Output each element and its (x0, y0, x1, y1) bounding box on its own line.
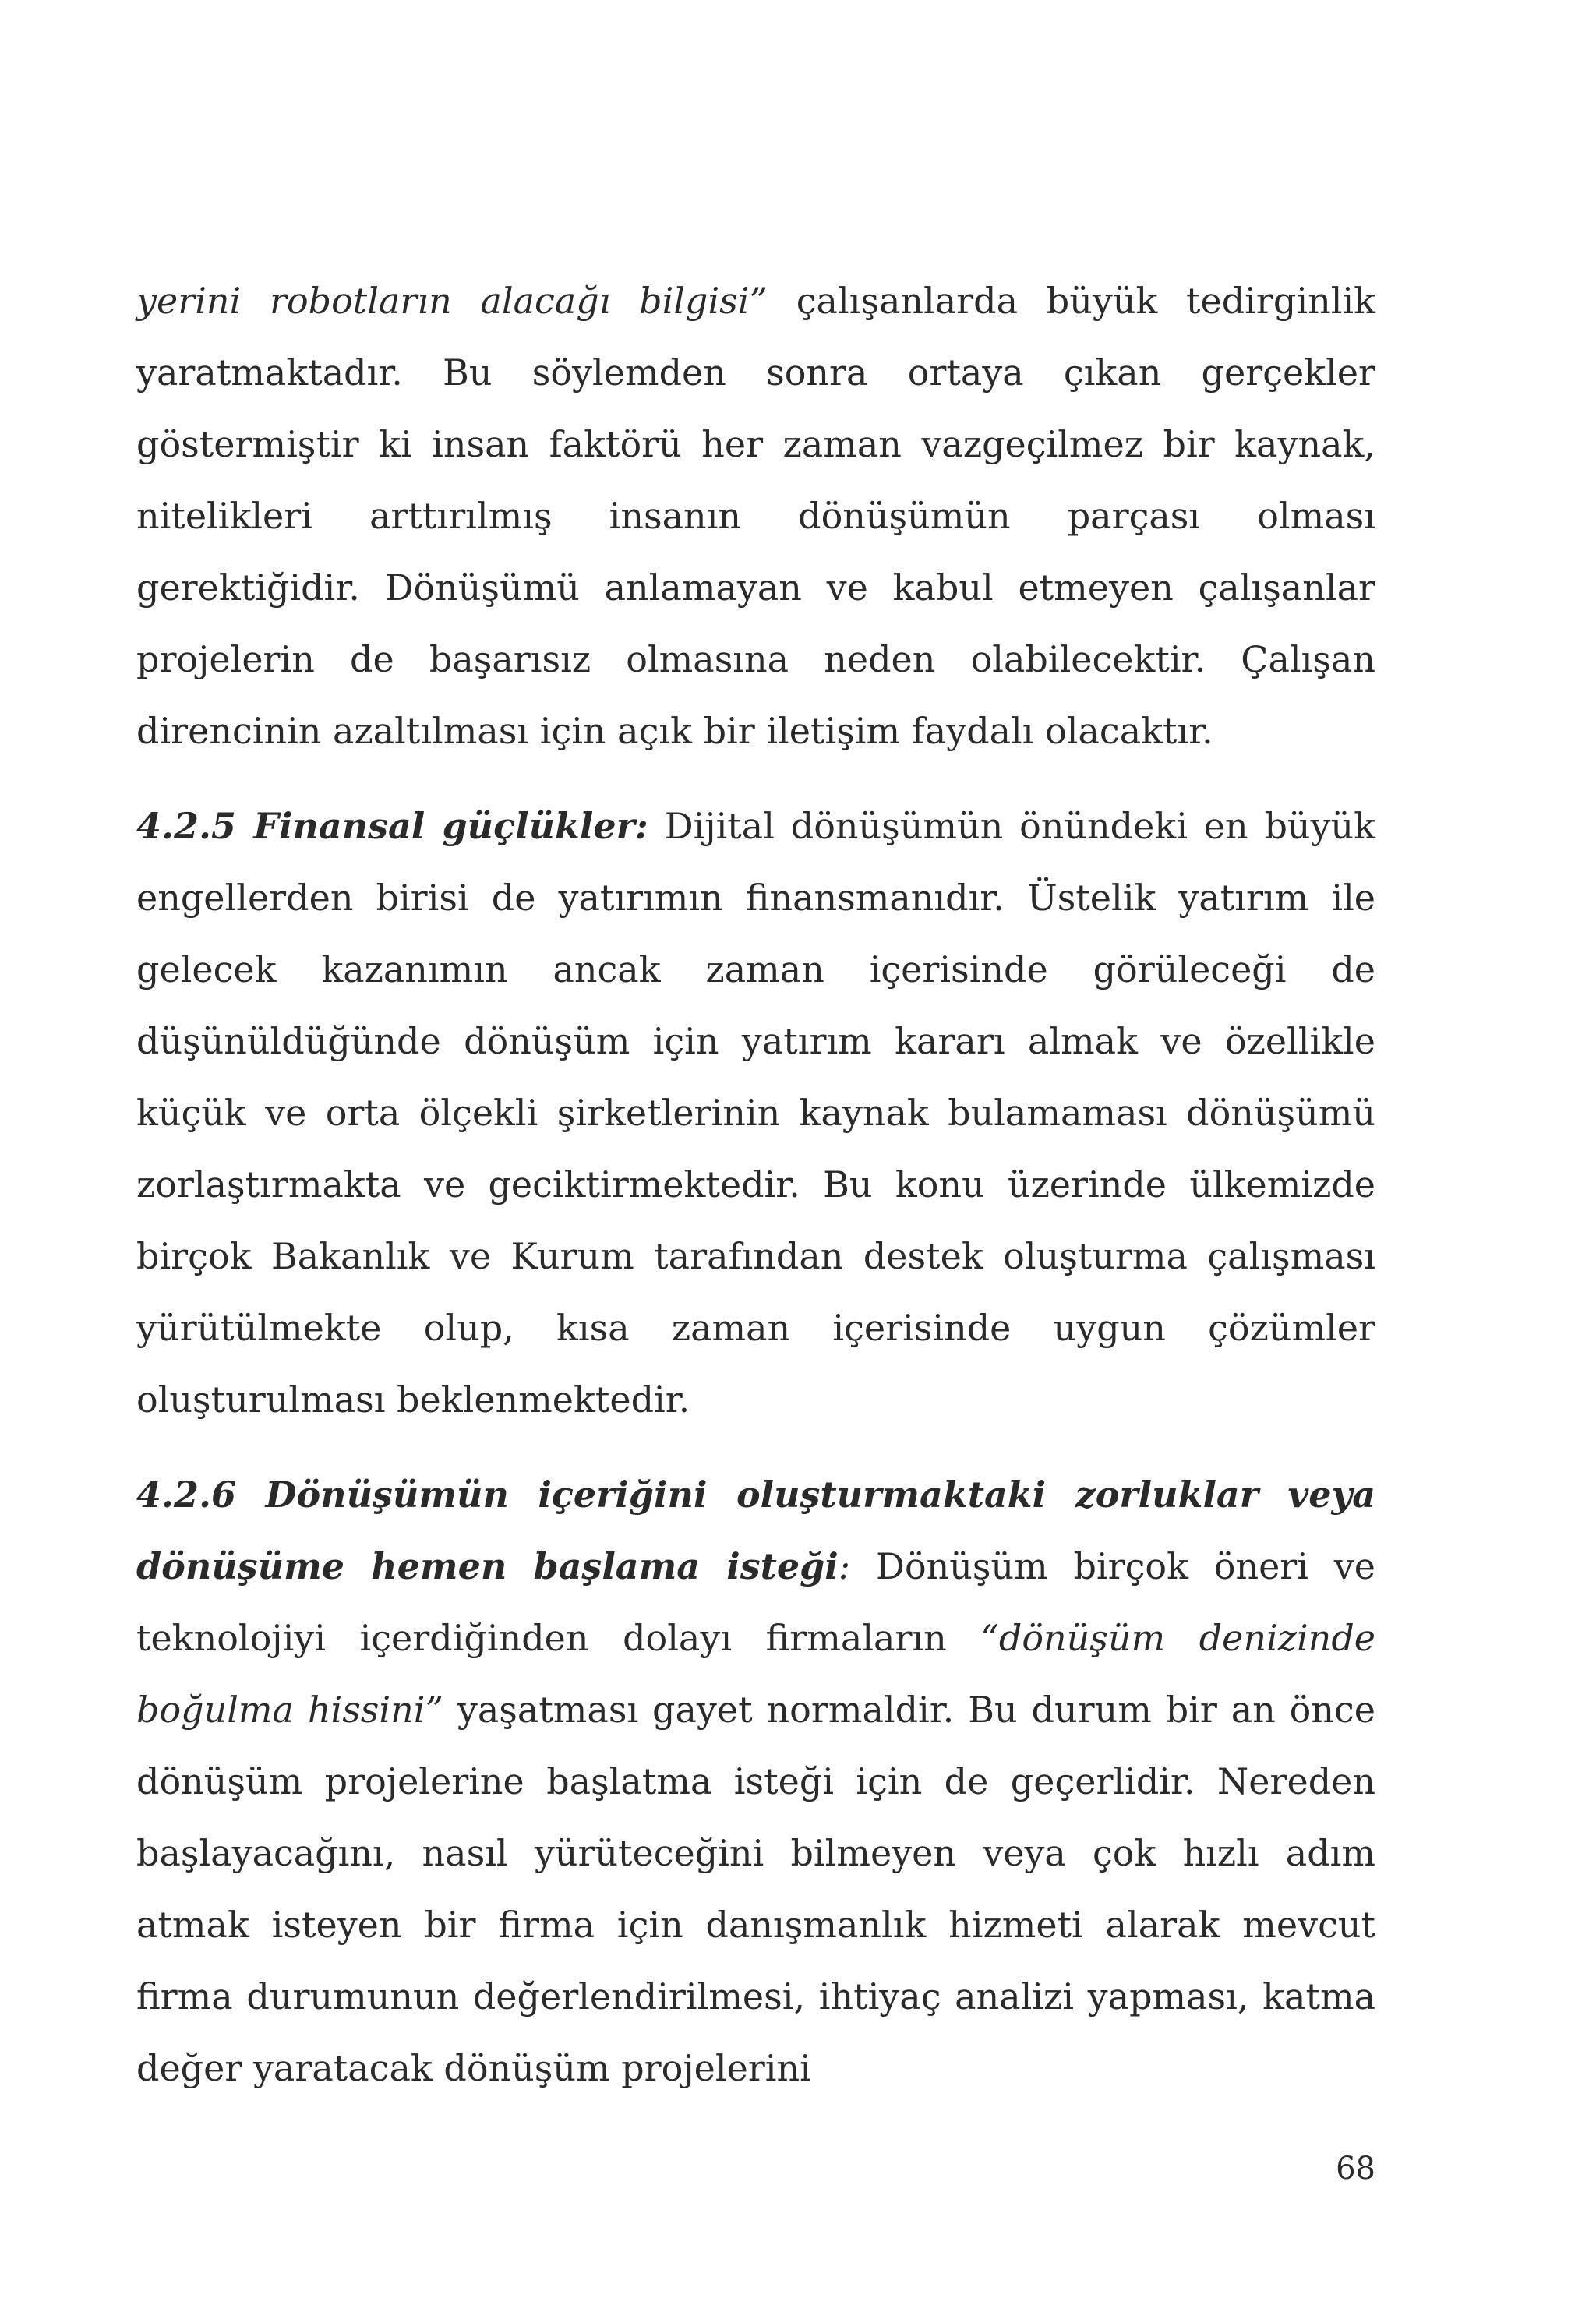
italic-quote-fragment: yerini robotların alacağı bilgisi” (136, 280, 768, 322)
paragraph-text: Dijital dönüşümün önündeki en büyük engellerden birisi de yatırımın finansmanıdır. Üstelik yatırım ile gelecek kazanımın ancak zaman içerisinde görüleceği de düşünüldüğünde dönüşüm için yatırım kararı almak ve özellikle küçük ve orta ölçekli şirketlerinin kaynak bulamaması dönüşümü zorlaştırmakta ve geciktirmektedir. Bu konu üzerinde ülkemizde birçok Bakanlık ve Kurum tarafından destek oluşturma çalışması yürütülmekte olup, kısa zaman içerisinde uygun çözümler oluşturulması beklenmektedir. (136, 805, 1376, 1421)
section-4-2-6 (136, 1459, 1375, 2104)
paragraph-text: yaşatması gayet normaldir. Bu durum bir an önce dönüşüm projelerine başlatma isteği için de geçerlidir. Nereden başlayacağını, nasıl yürüteceğini bilmeyen veya çok hızlı adım atmak isteyen bir firma için danışmanlık hizmeti alarak mevcut firma durumunun değerlendirilmesi, ihtiyaç analizi yapması, katma değer yaratacak dönüşüm projelerini (136, 1689, 1375, 2089)
page-body (136, 265, 1375, 2104)
section-heading: 4.2.5 Finansal güçlükler: (136, 805, 648, 847)
heading-colon: : (838, 1545, 851, 1587)
page-number: 68 (1336, 2151, 1375, 2187)
paragraph-text: Dönüşüm birçok öneri ve teknolojiyi içerdiğinden dolayı firmaların (136, 1545, 1375, 1659)
paragraph-text: çalışanlarda büyük tedirginlik yaratmaktadır. Bu söylemden sonra ortaya çıkan gerçekler göstermiştir ki insan faktörü her zaman vazgeçilmez bir kaynak, nitelikleri arttırılmış insanın dönüşümün parçası olması gerektiğidir. Dönüşümü anlamayan ve kabul etmeyen çalışanlar projelerin de başarısız olmasına neden olabilecektir. Çalışan direncinin azaltılması için açık bir iletişim faydalı olacaktır. (136, 280, 1375, 752)
italic-quote: “dönüşüm denizinde boğulma hissini” (136, 1617, 1375, 1731)
paragraph-continuation (136, 265, 1375, 767)
section-heading: 4.2.6 Dönüşümün içeriğini oluşturmaktaki zorluklar veya dönüşüme hemen başlama isteği (136, 1474, 1375, 1587)
section-4-2-5 (136, 790, 1375, 1435)
